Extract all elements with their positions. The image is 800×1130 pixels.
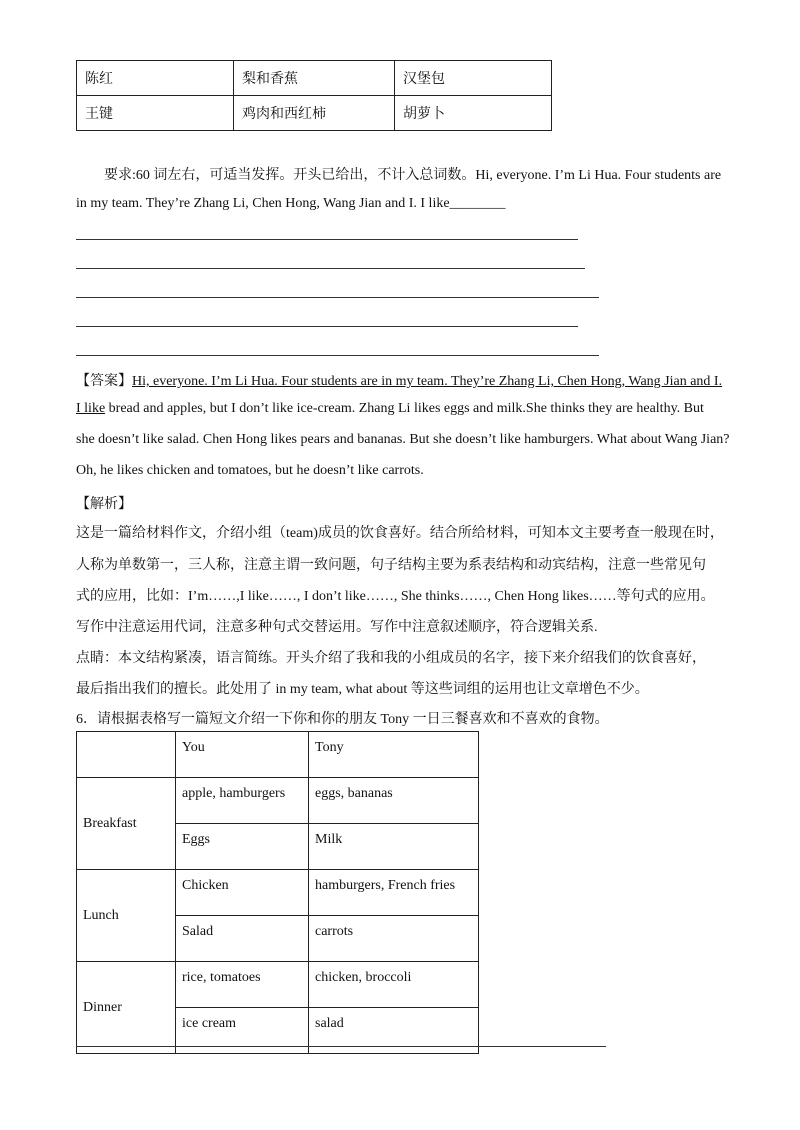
table-cell: Milk (309, 824, 479, 870)
table-cell: ice cream (176, 1008, 309, 1054)
food-table-1 (76, 60, 552, 131)
table-cell: 胡萝卜 (395, 96, 552, 131)
analysis-line-3: 式的应用，比如：I’m……,I like……, I don’t like……, She thinks……, Chen Hong likes……等句式的应用。 (76, 589, 715, 604)
writing-line (76, 326, 578, 327)
table-header-cell: Tony (309, 732, 479, 778)
writing-line (76, 268, 585, 269)
analysis-line-2: 人称为单数第一，三人称，注意主谓一致问题，句子结构主要为系表结构和动宾结构，注意一些常见句 (76, 558, 706, 573)
table-row (77, 778, 479, 824)
writing-line (76, 355, 599, 356)
table-cell: hamburgers, French fries (309, 870, 479, 916)
question-6-prompt: 6．请根据表格写一篇短文介绍一下你和你的朋友 Tony 一日三餐喜欢和不喜欢的食物。 (76, 712, 609, 727)
answer-line-2 (76, 401, 704, 417)
analysis-line-1: 这是一篇给材料作文，介绍小组（team)成员的饮食喜好。结合所给材料，可知本文主要考查一般现在时， (76, 526, 724, 541)
writing-line (76, 1046, 606, 1047)
table-row (77, 61, 552, 96)
answer-line-3: she doesn’t like salad. Chen Hong likes pears and bananas. But she doesn’t like hamburgers. What about Wang Jian? (76, 432, 730, 447)
answer-line-1 (76, 370, 722, 390)
table-cell: Eggs (176, 824, 309, 870)
answer-tag: 【答案】 (76, 374, 132, 389)
analysis-tag: 【解析】 (76, 497, 132, 512)
meal-table (76, 731, 479, 1054)
table-cell: 鸡肉和西红柿 (234, 96, 395, 131)
analysis-line-4: 写作中注意运用代词，注意多种句式交替运用。写作中注意叙述顺序，符合逻辑关系. (76, 620, 598, 635)
table-cell: Chicken (176, 870, 309, 916)
table-header-cell (77, 732, 176, 778)
given-opening-end: I like (76, 401, 106, 416)
table-cell: 梨和香蕉 (234, 61, 395, 96)
table-header-cell: You (176, 732, 309, 778)
table-row (77, 732, 479, 778)
table-cell: rice, tomatoes (176, 962, 309, 1008)
answer-text: bread and apples, but I don’t like ice-cream. Zhang Li likes eggs and milk.She thinks they are healthy. But (105, 401, 704, 416)
meal-label: Breakfast (77, 778, 176, 870)
table-cell: salad (309, 1008, 479, 1054)
table-row (77, 870, 479, 916)
requirement-line-1: 要求:60 词左右，可适当发挥。开头已给出，不计入总词数。Hi, everyone. I’m Li Hua. Four students are (104, 168, 722, 183)
writing-line (76, 239, 578, 240)
table-cell: eggs, bananas (309, 778, 479, 824)
writing-line (76, 297, 599, 298)
table-row (77, 96, 552, 131)
table-cell: apple, hamburgers (176, 778, 309, 824)
answer-line-4: Oh, he likes chicken and tomatoes, but he doesn’t like carrots. (76, 463, 424, 478)
analysis-line-6: 最后指出我们的擅长。此处用了 in my team, what about 等这些词组的运用也让文章增色不少。 (76, 682, 649, 697)
table-cell: carrots (309, 916, 479, 962)
table-cell: 陈红 (77, 61, 234, 96)
table-cell: 王键 (77, 96, 234, 131)
meal-label: Dinner (77, 962, 176, 1054)
table-cell: chicken, broccoli (309, 962, 479, 1008)
table-cell: Salad (176, 916, 309, 962)
table-cell: 汉堡包 (395, 61, 552, 96)
meal-label: Lunch (77, 870, 176, 962)
requirement-line-2: in my team. They’re Zhang Li, Chen Hong, Wang Jian and I. I like________ (76, 196, 506, 211)
analysis-line-5: 点睛：本文结构紧凑，语言简练。开头介绍了我和我的小组成员的名字，接下来介绍我们的饮食喜好， (76, 651, 706, 666)
table-row (77, 962, 479, 1008)
given-opening: Hi, everyone. I’m Li Hua. Four students are in my team. They’re Zhang Li, Chen Hong, Wang Jian and I. (132, 374, 723, 389)
